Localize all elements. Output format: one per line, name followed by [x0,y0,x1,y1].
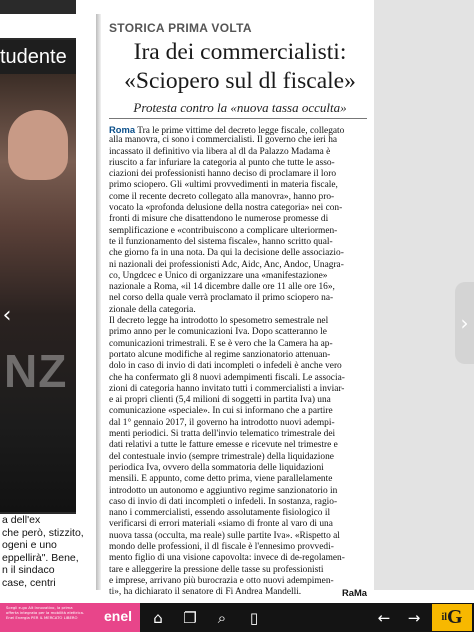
article-body-text: ti», ha dichiarato il senatore di Fi Andrea Mandelli. [109,587,302,598]
ad-banner[interactable] [0,603,140,632]
arrow-right-icon[interactable]: → [407,609,421,627]
article-body-line: te il funzionamento del sistema fiscale», hanno scritto qual- [109,236,333,247]
article-body-line: primo sciopero. Gli «ultimi provvedimenti in materia fiscale, [109,180,338,191]
article-body-line: portato alcune modifiche al regime sanzionatorio attenuan- [109,349,331,360]
article-body-text: Tra le prime vittime del decreto legge fiscale, collegato [135,126,345,136]
article-body-line: del contestuale invio (sempre trimestrale) della liquidazione [109,451,334,462]
article-body-line: ni nazionali dei professionisti Adc, Aidc, Anc, Andoc, Unagra- [109,259,344,270]
previous-page-header [0,14,76,38]
ad-text [6,605,101,620]
home-icon[interactable]: ⌂ [153,609,163,627]
previous-page-headline: tudente [0,40,76,74]
pages-icon[interactable]: ❐ [183,609,197,627]
article-body-line: primo anno per le comunicazioni Iva. Dopo scatteranno le [109,327,327,338]
article-body-line: menti periodici. Si tratta dell'invio telematico trimestrale dei [109,429,336,440]
article-body-line: co, Ungdcec e Unico di organizzare una «manifestazione» [109,270,328,281]
article-body-line: semplificazione e «contribuiscono a complicare ulteriormen- [109,225,338,236]
logo-letter: G [447,606,463,628]
article-body-line: fronti di misure che disattendono le numerose promesse di [109,214,329,225]
previous-page-arrow-icon[interactable]: ‹ [2,303,12,328]
article-body-line: nazionale a Roma, «il 14 dicembre dalle ore 11 alle ore 16», [109,282,335,293]
article-body-line: e imprese, arrivano più burocrazia e otto nuovi adempimen- [109,575,334,586]
article-body-line: ciazioni dei professionisti hanno deciso di proclamare il loro [109,169,337,180]
article-body-line: verificarsi di errori materiali «siamo di fronte al varo di una [109,519,333,530]
article-body-line: riuscito a far infuriare la categoria al punto che tutte le asso- [109,157,335,168]
article-body-line: comunicazioni trimestrali. E se è vero che la Camera ha ap- [109,338,333,349]
article-body-line: mensili. E appunto, come detto prima, viene parallelamente [109,474,333,485]
article-body-line: mondo delle professioni, il dl fiscale è l'ennesimo provvedi- [109,541,334,552]
article-body-line: nano i commercialisti, essendo assolutamente fisiologico il [109,508,331,519]
article-title-line: «Sciopero sul dl fiscale» [124,68,356,94]
person-photo [8,110,68,180]
previous-page-line: eppellirà". Bene, [2,551,79,564]
article [101,14,374,599]
article-body-line: introdotto un autonomo e aggiuntivo regime sanzionatorio in [109,485,338,496]
previous-page[interactable] [0,0,84,590]
article-body-line: periodica Iva, ovvero della sommatoria delle liquidazioni [109,462,324,473]
article-body-line: mento figlio di una visione capovolta: invece di de-regolamen- [109,553,345,564]
article-subtitle: Protesta contro la «nuova tassa occulta» [133,100,347,115]
previous-page-line: n il sindaco [2,564,55,576]
article-title [107,38,373,96]
article-body-line: dolo in caso di invio di dati incompleti o infedeli è anche vero [109,361,342,372]
article-body-line: alla manovra, ci sono i commercialisti. Il governo che ieri ha [109,135,338,146]
article-body-line: zioni di categoria hanno invitato tutti i commercialisti a inviar- [109,383,345,394]
bookmark-icon[interactable]: ▯ [249,609,259,627]
ad-line: offerta integrata per la mobilità elettrica. [6,610,85,615]
search-icon[interactable]: ⌕ [217,609,227,627]
article-body-line: e ai propri clienti (5,4 milioni di soggetti in partita Iva) una [109,395,331,406]
article-body-line [109,587,367,598]
arrow-left-icon[interactable]: ← [377,609,391,627]
article-body-line: incassato il definitivo via libera al dl da Palazzo Madama è [109,146,331,157]
previous-page-photo [0,74,76,512]
article-body-line: nel corso della quale verrà proclamato il primo sciopero na- [109,293,334,304]
previous-page-text [0,514,84,590]
article-body-line: che ha confermato gli 8 nuovi adempimenti fiscali. Le associa- [109,372,345,383]
article-body-line: dati relativi a tutte le fatture emesse e ricevute nel trimestre e [109,440,338,451]
article-body-line: vocato la «profonda delusione della nostra categoria» nei con- [109,203,343,214]
article-title-line: Ira dei commercialisti: [133,39,347,65]
article-body [109,124,367,598]
previous-page-line: a dell'ex [2,514,41,526]
article-body-line: dal 1° gennaio 2017, il governo ha introdotto nuovi adempi- [109,417,335,428]
article-body-line: Il decreto legge ha introdotto lo spesometro semestrale nel [109,316,329,327]
next-page-arrow-icon[interactable]: › [460,311,469,335]
article-body-line [109,124,367,135]
article-body-line: nuova tassa (occulta, ma reale) sulle partite Iva». «Rispetto al [109,530,340,541]
article-body-line: caso di invio di dati incompleti o infedeli. In sostanza, ragio- [109,496,338,507]
article-body-line: zionale della categoria. [109,304,196,315]
article-body-line: come il recente decreto collegato alla manovra», hanno pro- [109,191,335,202]
ad-line: Scegli e-go Alt Innovativo, la prima [6,605,73,610]
previous-page-line: ogeni e uno [2,539,57,551]
article-body-line: che giorno fa in una nota. Da qui la decisione delle associazio- [109,248,344,259]
article-body-line: comunicazione «speciale». In cui si informano che a partire [109,406,333,417]
previous-page-line: case, centri [2,576,56,589]
photo-backdrop-text: NZ [4,345,68,397]
article-dateline: Roma [109,124,136,135]
divider [109,118,367,119]
logo-prefix: il [441,612,447,623]
previous-page-line: che però, stizzito, [2,526,84,539]
ad-brand-logo: enel [104,608,133,624]
article-kicker: STORICA PRIMA VOLTA [109,21,252,35]
article-body-line: tare e alleggerire la pressione delle tasse su professionisti [109,564,324,575]
newspaper-logo[interactable] [432,604,472,631]
article-signature: RaMa [341,587,367,599]
ad-line: Enel Energia PER IL MERCATO LIBERO [6,615,78,620]
